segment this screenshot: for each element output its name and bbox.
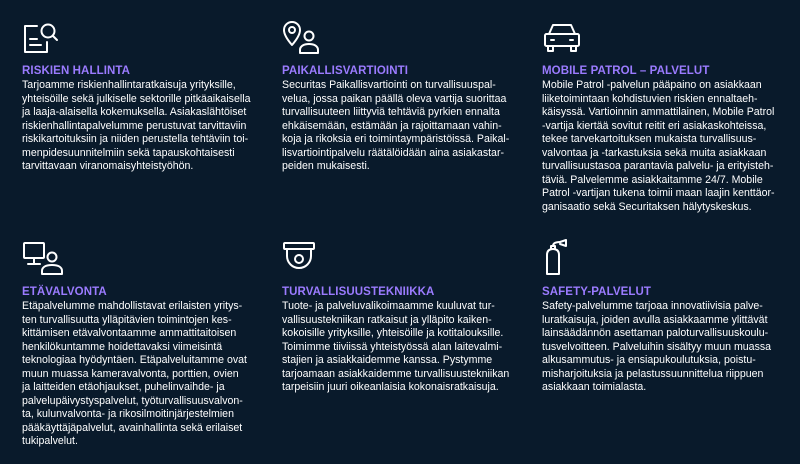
fire-extinguisher-icon — [542, 240, 582, 276]
service-title: PAIKALLISVARTIOINTI — [282, 65, 409, 77]
service-card-mobile-patrol — [542, 20, 794, 213]
service-description: Etäpalvelumme mahdollistavat erilaisten yritys- ten turvallisuutta ylläpitävien toimintojen kes- kittämisen etävalvontaamme ammattitaitoisen henkilökuntamme hoidettavaksi viimeisintä teknologiaa hyödyntäen. Etäpalveluitamme ovat muun muassa kameravalvonta, porttien, ovien ja laitteiden etäohjaukset, puhelinvaihde- ja palvelupäivystyspalvelut, työturvallisuusvalvon- ta, kulunvalvonta- ja rikosilmoitinjärjestelmien pääkäyttäjäpalvelut, avainhallinta sekä erilaiset tukipalvelut. — [22, 300, 247, 447]
service-description: Safety-palvelumme tarjoaa innovatiivisia palve- luratkaisuja, joiden avulla asiakkaamme ylittävät lainsäädännön asettaman paloturvallisuuskoulu- tusvelvoitteen. Palveluihin sisältyy muun muassa alkusammutus- ja ensiapukoulutuksia, poistu- misharjoituksia ja pelastussuunnittelua riippuen asiakkaan toimialasta. — [542, 300, 772, 393]
service-card-safety-services — [542, 240, 794, 393]
security-camera-icon — [282, 240, 322, 276]
remote-monitoring-icon — [22, 240, 62, 276]
service-card-local-guarding — [282, 20, 534, 172]
risk-assessment-icon — [22, 20, 62, 56]
service-card-risk-management — [22, 20, 274, 172]
service-description: Tarjoamme riskienhallintaratkaisuja yrityksille, yhteisöille sekä julkiselle sektorille pitkäaikaisella ja laaja-alaisella kokemuksella. Asiakaslähtöiset riskienhallintapalvelumme perustuvat tarvittaviin riskikartoituksiin ja niiden perustella tehtäviin toi- menpidesuunnitelmiin sekä tapauskohtaisesti tarvittavaan viranomaisyhteistyöhön. — [22, 79, 251, 172]
service-card-remote-monitoring — [22, 240, 274, 447]
service-title: RISKIEN HALLINTA — [22, 65, 131, 77]
patrol-car-icon — [542, 20, 582, 56]
service-description: Tuote- ja palveluvalikoimaamme kuuluvat tur- vallisuustekniikan ratkaisut ja ylläpito kaiken- kokoisille yrityksille, yhteisöille ja kotitalouksille. Toimimme tiiviissä yhteistyössä alan laitevalmi- stajien ja asiakkaidemme kanssa. Pystymme tarjoamaan asiakkaidemme turvallisuustekniikan tarpeisiin juuri oikeanlaisia kokonaisratkaisuja. — [282, 300, 510, 393]
service-title: SAFETY-PALVELUT — [542, 286, 652, 298]
service-description: Securitas Paikallisvartiointi on turvallisuuspal- velua, jossa paikan päällä oleva vartija suorittaa turvallisuuteen liittyviä tehtäviä pyrkien ennalta ehkäisemään, estämään ja rajoittamaan vahin- koja ja rikoksia eri toimintaympäristöissä. Paikal- lisvartiointipalvelu räätälöidään aina asiakastar- peiden mukaisesti. — [282, 79, 510, 172]
location-guard-icon — [282, 20, 322, 56]
service-title: TURVALLISUUSTEKNIIKKA — [282, 286, 435, 298]
service-title: ETÄVALVONTA — [22, 286, 107, 298]
service-description: Mobile Patrol -palvelun pääpaino on asiakkaan liiketoimintaan kohdistuvien riskien ennaltaeh- käisyssä. Vartioinnin ammattilainen, Mobile Patrol -vartija kiertää sovitut reitit eri asiakaskohteissa, tekee tarvekartoituksen mukaista turvallisuus- valvontaa ja -tarkastuksia sekä muita asiakkaan turvallisuustasoa parantavia palvelu- ja erityisteh- täviä. Palvelemme asiakkaitamme 24/7. Mobile Patrol -vartijan tukena toimii maan laajin kenttäor- ganisaatio sekä Securitaksen hälytyskeskus. — [542, 79, 775, 213]
service-title: MOBILE PATROL – PALVELUT — [542, 65, 710, 77]
service-card-security-technology — [282, 240, 534, 393]
